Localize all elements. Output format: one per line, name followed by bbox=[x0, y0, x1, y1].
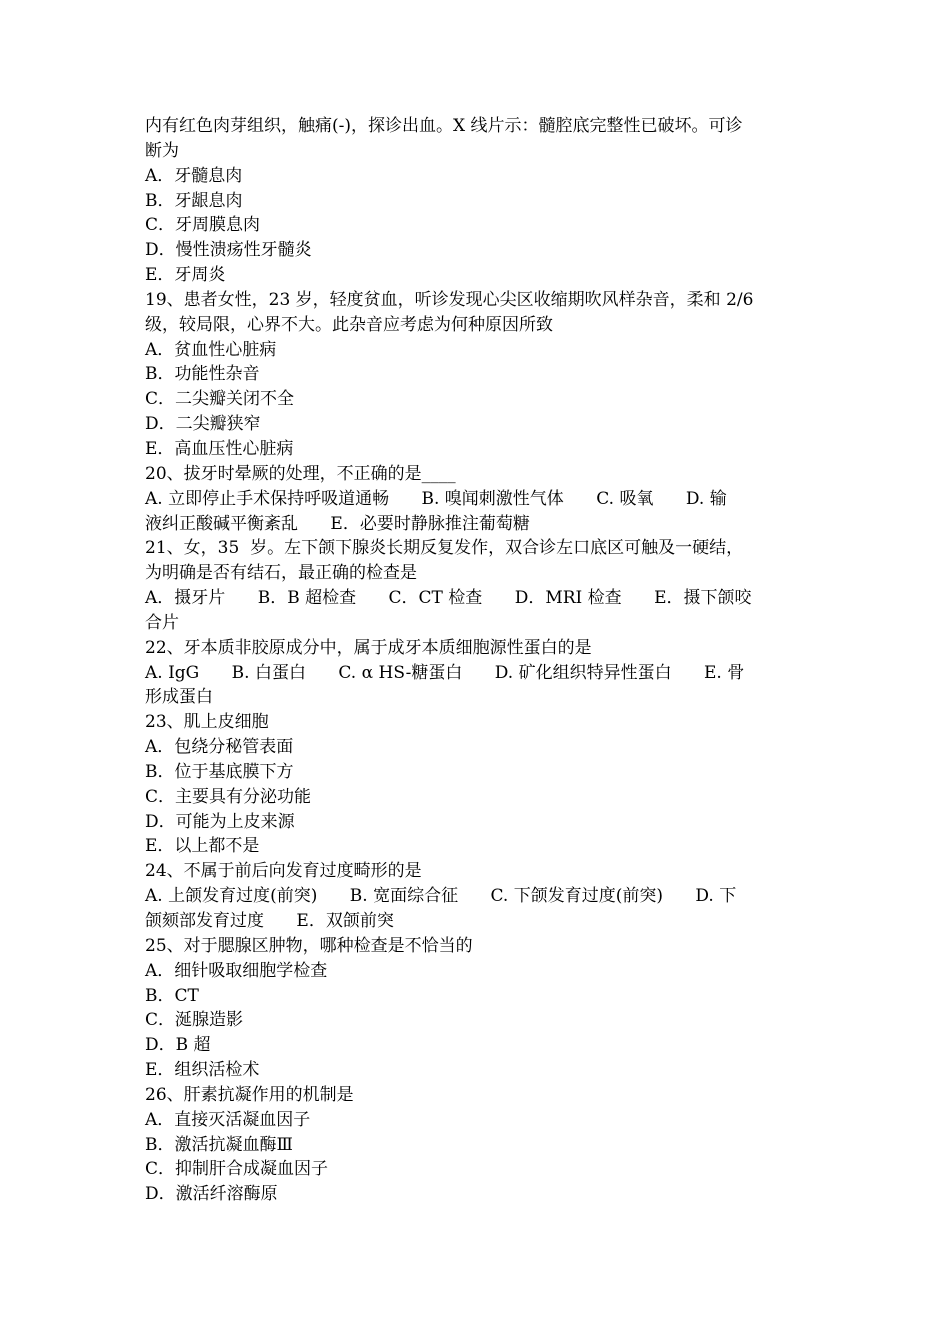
question-line: 26、肝素抗凝作用的机制是 bbox=[145, 1084, 354, 1105]
option-line: C．涎腺造影 bbox=[145, 1010, 244, 1031]
option-line: C．主要具有分泌功能 bbox=[145, 786, 312, 807]
option-line: A．细针吸取细胞学检查 bbox=[145, 960, 328, 981]
option-line: 颌颏部发育过度 E．双颌前突 bbox=[145, 911, 394, 931]
option-line: A．贫血性心脏病 bbox=[145, 339, 277, 360]
option-line: C．牙周膜息肉 bbox=[145, 215, 261, 236]
question-line: 25、对于腮腺区肿物，哪种检查是不恰当的 bbox=[145, 935, 473, 956]
question-line: 23、肌上皮细胞 bbox=[145, 712, 269, 733]
question-line: 21、女，35 岁。左下颌下腺炎长期反复发作，双合诊左口底区可触及一硬结， bbox=[145, 538, 744, 559]
option-line: 合片 bbox=[145, 612, 179, 633]
option-line: C．二尖瓣关闭不全 bbox=[145, 389, 295, 410]
option-line: B．CT bbox=[145, 985, 199, 1006]
option-line: E．牙周炎 bbox=[145, 265, 226, 286]
option-line: A．摄牙片 B．B 超检查 C．CT 检查 D．MRI 检查 E．摄下颌咬 bbox=[145, 588, 752, 609]
option-line: D．B 超 bbox=[145, 1035, 211, 1056]
option-line: A．牙髓息肉 bbox=[145, 165, 243, 186]
question-line: 级，较局限，心界不大。此杂音应考虑为何种原因所致 bbox=[145, 314, 553, 335]
question-line: 24、不属于前后向发育过度畸形的是 bbox=[145, 861, 422, 882]
option-line: D．激活纤溶酶原 bbox=[145, 1184, 278, 1205]
question-line: 为明确是否有结石，最正确的检查是 bbox=[145, 563, 417, 584]
option-line: C．抑制肝合成凝血因子 bbox=[145, 1159, 329, 1180]
option-line: A. 上颌发育过度(前突) B. 宽面综合征 C. 下颌发育过度(前突) D. 下 bbox=[145, 886, 737, 907]
document-page bbox=[145, 114, 810, 1207]
option-line: B．位于基底膜下方 bbox=[145, 761, 294, 782]
option-line: D．可能为上皮来源 bbox=[145, 811, 295, 832]
option-line: A．包绕分秘管表面 bbox=[145, 737, 294, 758]
option-line: 液纠正酸碱平衡紊乱 E．必要时静脉推注葡萄糖 bbox=[145, 513, 530, 534]
option-line: E．组织活检术 bbox=[145, 1060, 260, 1081]
text-line: 断为 bbox=[145, 140, 179, 161]
question-line: 19、患者女性，23 岁，轻度贫血，听诊发现心尖区收缩期吹风样杂音，柔和 2/6 bbox=[145, 289, 754, 310]
question-line: 22、牙本质非胶原成分中，属于成牙本质细胞源性蛋白的是 bbox=[145, 637, 592, 658]
option-line: D．慢性溃疡性牙髓炎 bbox=[145, 240, 312, 261]
option-line: B．功能性杂音 bbox=[145, 364, 260, 385]
option-line: E．以上都不是 bbox=[145, 836, 260, 857]
question-line: 20、拔牙时晕厥的处理，不正确的是____ bbox=[145, 463, 456, 484]
option-line: 形成蛋白 bbox=[145, 687, 213, 708]
option-line: D．二尖瓣狭窄 bbox=[145, 414, 261, 435]
option-line: A. 立即停止手术保持呼吸道通畅 B. 嗅闻刺激性气体 C. 吸氧 D. 输 bbox=[145, 488, 727, 509]
option-line: B．牙龈息肉 bbox=[145, 190, 243, 211]
option-line: A．直接灭活凝血因子 bbox=[145, 1109, 311, 1130]
text-line: 内有红色肉芽组织，触痛(-)，探诊出血。X 线片示：髓腔底完整性已破坏。可诊 bbox=[145, 116, 743, 136]
option-line: A. IgG B. 白蛋白 C. α HS-糖蛋白 D. 矿化组织特异性蛋白 E. 骨 bbox=[145, 662, 745, 683]
option-line: E．高血压性心脏病 bbox=[145, 438, 294, 459]
option-line: B．激活抗凝血酶Ⅲ bbox=[145, 1134, 293, 1155]
